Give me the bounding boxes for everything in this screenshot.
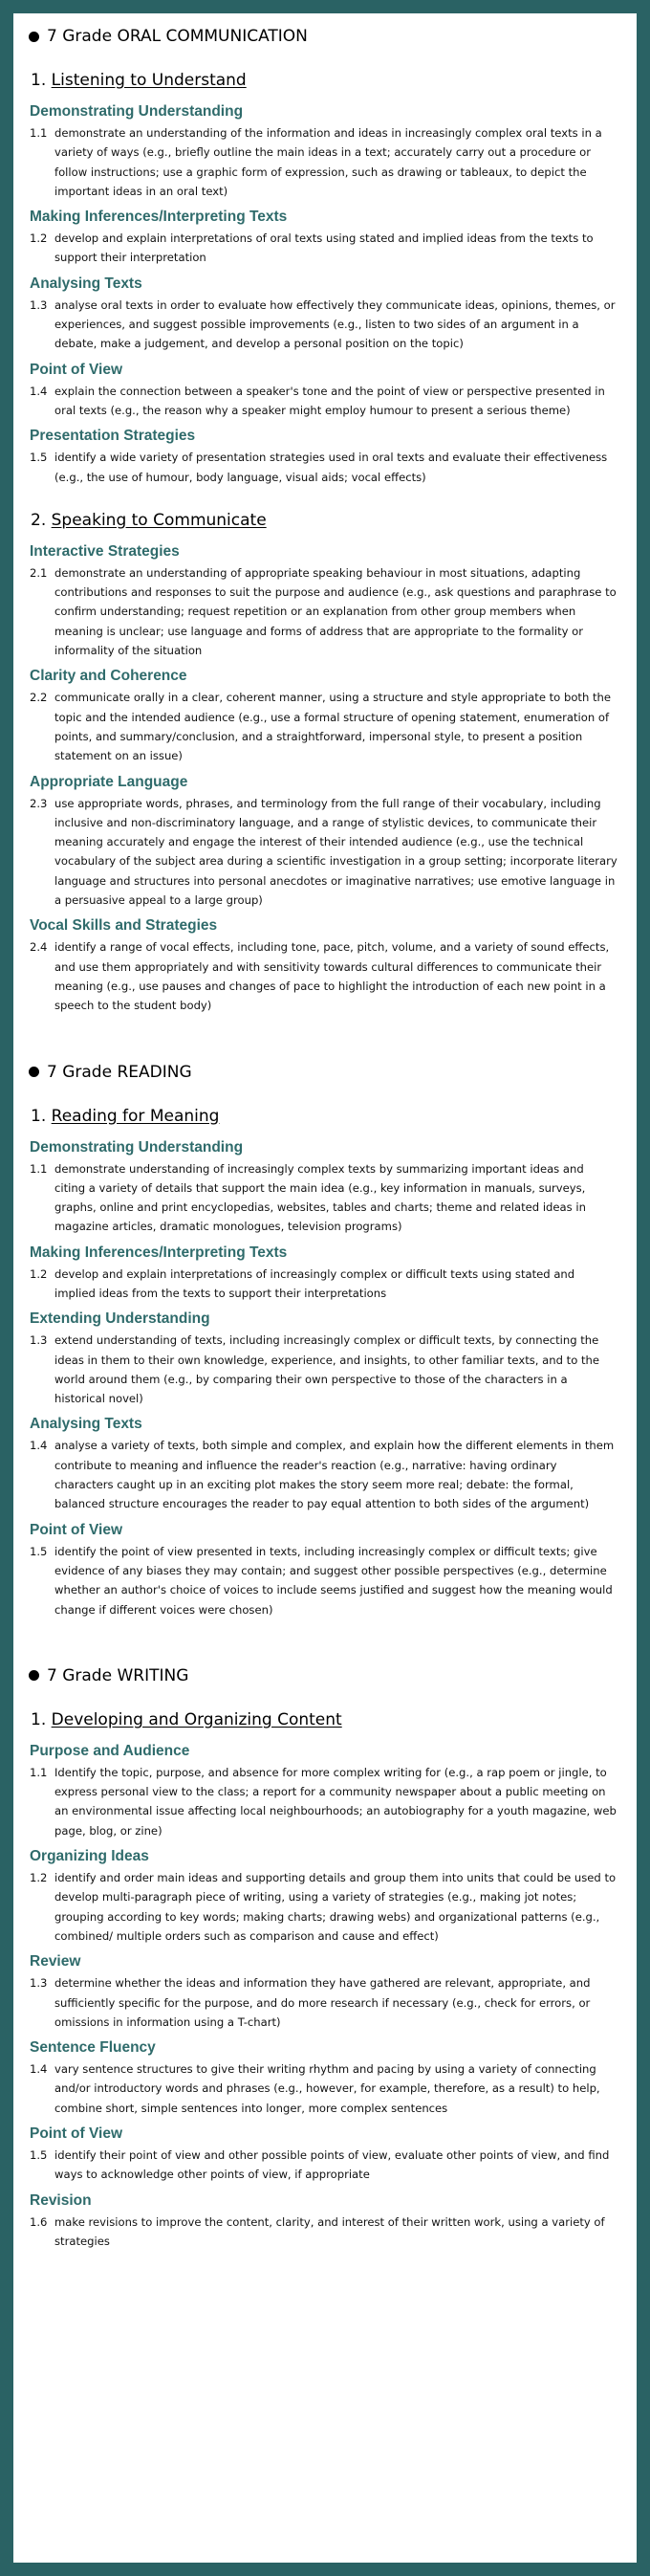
sub-heading: Presentation Strategies bbox=[30, 428, 196, 445]
expectation-item bbox=[29, 123, 619, 201]
expectation-number: 1.1 bbox=[30, 1161, 48, 1176]
strand-number: 2. bbox=[31, 510, 47, 530]
sub-heading: Point of View bbox=[30, 2125, 123, 2142]
expectation-item bbox=[29, 794, 619, 911]
expectation-number: 1.2 bbox=[30, 1266, 48, 1281]
strand-heading bbox=[31, 71, 619, 90]
expectation-item bbox=[29, 1973, 619, 2032]
grade-section bbox=[29, 1063, 619, 1619]
expectation-text: demonstrate an understanding of appropriate speaking behaviour in most situations, adapting contributions and responses to suit the purpose and audience (e.g., ask questions and paraphrase to confirm understanding; request repetition or an explanation from other group members when meaning is unclear; use language and forms of address that are appropriate to the formality or informality of the situation bbox=[54, 565, 617, 658]
expectation-number: 1.4 bbox=[30, 384, 48, 398]
sub-heading: Analysing Texts bbox=[30, 1416, 142, 1433]
grade-section bbox=[29, 1666, 619, 2251]
expectation-text: analyse a variety of texts, both simple and complex, and explain how the different elements in them contribute to meaning and influence the reader's reaction (e.g., narrative: having ordinary characters caught up in an exciting plot makes the story seem more real; debate: the formal, balanced structure encourages the reader to pay equal attention to both sides of the argument) bbox=[54, 1439, 615, 1511]
expectation-number: 1.3 bbox=[30, 1976, 48, 1991]
sub-heading: Demonstrating Understanding bbox=[30, 103, 244, 120]
bullet-icon bbox=[29, 1067, 39, 1077]
grade-heading bbox=[29, 27, 619, 46]
sub-heading: Review bbox=[30, 1953, 81, 1971]
expectation-text: identify the point of view presented in texts, including increasingly complex or difficult texts; give evidence of any biases they may contain; and suggest other possible perspectives (e.g., determine whether an author's choice of voices to include seems justified and suggest how the meaning would change if different voices were chosen) bbox=[54, 1544, 613, 1617]
expectation-item bbox=[29, 688, 619, 765]
expectation-item bbox=[29, 2213, 619, 2252]
expectation-number: 1.6 bbox=[30, 2214, 48, 2229]
expectation-item bbox=[29, 1159, 619, 1237]
strand-number: 1. bbox=[31, 1106, 47, 1126]
sub-heading: Appropriate Language bbox=[30, 773, 188, 790]
grade-heading bbox=[29, 1063, 619, 1082]
sub-heading: Making Inferences/Interpreting Texts bbox=[30, 209, 288, 226]
strand-title: Speaking to Communicate bbox=[51, 510, 267, 530]
expectation-number: 1.1 bbox=[30, 1765, 48, 1779]
expectation-item bbox=[29, 563, 619, 660]
grade-section bbox=[29, 27, 619, 1016]
expectation-text: identify a range of vocal effects, including tone, pace, pitch, volume, and a variety of sound effects, and use them appropriately and with sensitivity towards cultural differences to communicate their meaning (e.g., use pauses and changes of pace to highlight the introduction of each new point in a speech to the student body) bbox=[54, 940, 610, 1013]
expectation-item bbox=[29, 2146, 619, 2185]
expectation-text: explain the connection between a speaker's tone and the point of view or perspective presented in oral texts (e.g., the reason why a speaker might employ humour to present a serious theme) bbox=[54, 384, 605, 417]
expectation-number: 1.2 bbox=[30, 231, 48, 246]
sub-heading: Revision bbox=[30, 2191, 92, 2209]
bullet-icon bbox=[29, 1670, 39, 1681]
grade-spacer bbox=[29, 1023, 619, 1063]
expectation-number: 2.3 bbox=[30, 796, 48, 810]
expectation-text: communicate orally in a clear, coherent manner, using a structure and style appropriate to both the topic and the intended audience (e.g., use a formal structure of opening statement, enumeration of points, and summary/conclusion, and a straightforward, impersonal style, to present a position statement on an issue) bbox=[54, 691, 612, 763]
grade-heading bbox=[29, 1666, 619, 1685]
expectation-number: 2.1 bbox=[30, 565, 48, 580]
expectation-number: 1.3 bbox=[30, 1333, 48, 1348]
expectation-text: vary sentence structures to give their writing rhythm and pacing by using a variety of connecting and/or introductory words and phrases (e.g., however, for example, therefore, as a result) to help, combine short, simple sentences into longer, more complex sentences bbox=[54, 2062, 600, 2115]
expectation-number: 1.5 bbox=[30, 2148, 48, 2162]
expectation-text: develop and explain interpretations of oral texts using stated and implied ideas from the texts to support their interpretation bbox=[54, 231, 594, 265]
expectation-text: make revisions to improve the content, clarity, and interest of their written work, using a variety of strategies bbox=[54, 2214, 605, 2248]
grade-heading-text: 7 Grade ORAL COMMUNICATION bbox=[47, 27, 308, 46]
expectation-item bbox=[29, 296, 619, 354]
expectation-item bbox=[29, 448, 619, 487]
expectation-item bbox=[29, 1542, 619, 1619]
expectation-text: develop and explain interpretations of increasingly complex or difficult texts using stated and implied ideas from the texts to support their interpretations bbox=[54, 1266, 575, 1300]
expectation-text: determine whether the ideas and information they have gathered are relevant, appropriate, and sufficiently specific for the purpose, and do more research if necessary (e.g., check for errors, or omissions in information using a T-chart) bbox=[54, 1976, 591, 2029]
expectation-item bbox=[29, 1331, 619, 1408]
document-page bbox=[13, 13, 637, 2563]
sub-heading: Point of View bbox=[30, 1521, 123, 1538]
sub-heading: Analysing Texts bbox=[30, 275, 142, 292]
expectation-number: 1.4 bbox=[30, 1439, 48, 1453]
expectation-item bbox=[29, 1265, 619, 1304]
sub-heading: Demonstrating Understanding bbox=[30, 1138, 244, 1156]
expectation-text: Identify the topic, purpose, and absence for more complex writing for (e.g., a rap poem or jingle, to express personal view to the class; a report for a community newspaper about a public meeting on an environmental issue affecting local neighbourhoods; an autobiography for a youth magazine, web page, blog, or zine) bbox=[54, 1765, 617, 1838]
expectation-item bbox=[29, 937, 619, 1015]
expectation-text: identify a wide variety of presentation strategies used in oral texts and evaluate their effectiveness (e.g., the use of humour, body language, visual aids; vocal effects) bbox=[54, 451, 608, 484]
strand-number: 1. bbox=[31, 1709, 47, 1729]
expectation-item bbox=[29, 1436, 619, 1513]
sub-heading: Clarity and Coherence bbox=[30, 668, 187, 685]
strand-heading bbox=[31, 511, 619, 530]
expectation-item bbox=[29, 2059, 619, 2118]
expectation-text: identify their point of view and other possible points of view, evaluate other points of view, and find ways to acknowledge other points of view, if appropriate bbox=[54, 2148, 610, 2182]
expectation-text: analyse oral texts in order to evaluate how effectively they communicate ideas, opinions, themes, or experiences, and suggest possible improvements (e.g., listen to two sides of an argument in a debate, make a judgement, and develop a personal position on the topic) bbox=[54, 297, 616, 351]
sub-heading: Sentence Fluency bbox=[30, 2039, 156, 2057]
grade-heading-text: 7 Grade WRITING bbox=[47, 1665, 189, 1685]
grade-spacer bbox=[29, 1626, 619, 1666]
expectation-number: 2.2 bbox=[30, 691, 48, 705]
expectation-number: 1.5 bbox=[30, 1544, 48, 1558]
sub-heading: Purpose and Audience bbox=[30, 1742, 190, 1759]
grade-heading-text: 7 Grade READING bbox=[47, 1062, 192, 1082]
expectation-item bbox=[29, 229, 619, 268]
expectation-number: 1.5 bbox=[30, 451, 48, 465]
strand-title: Developing and Organizing Content bbox=[51, 1709, 342, 1729]
sub-heading: Vocal Skills and Strategies bbox=[30, 917, 218, 935]
sub-heading: Organizing Ideas bbox=[30, 1848, 149, 1865]
strand-heading bbox=[31, 1710, 619, 1729]
sub-heading: Interactive Strategies bbox=[30, 542, 180, 560]
strand-heading bbox=[31, 1107, 619, 1126]
expectation-number: 1.4 bbox=[30, 2062, 48, 2077]
expectation-text: demonstrate an understanding of the information and ideas in increasingly complex oral texts in a variety of ways (e.g., briefly outline the main ideas in a text; accurately carry out a procedure or follow instructions; use a graphic form of expression, such as drawing or tableaux, to depict the important ideas in an oral text) bbox=[54, 126, 602, 198]
sub-heading: Making Inferences/Interpreting Texts bbox=[30, 1244, 288, 1261]
strand-title: Listening to Understand bbox=[51, 71, 247, 90]
strand-number: 1. bbox=[31, 71, 47, 90]
expectation-text: use appropriate words, phrases, and terminology from the full range of their vocabulary, including inclusive and non-discriminatory language, and a range of stylistic devices, to communicate their meaning accurately and engage the interest of their intended audience (e.g., use the technical vocabulary of the subject area during a scientific investigation in a group setting; incorporate literary language and structures into personal anecdotes or imaginative narratives; use emotive language in a persuasive appeal to a large group) bbox=[54, 796, 618, 908]
bullet-icon bbox=[29, 32, 39, 42]
expectation-item bbox=[29, 382, 619, 421]
expectation-text: demonstrate understanding of increasingly complex texts by summarizing important ideas and citing a variety of details that support the main idea (e.g., key information in manuals, surveys, graphs, online and print encyclopedias, websites, tables and charts; theme and related ideas in magazine articles, dramatic monologues, television programs) bbox=[54, 1161, 586, 1234]
sub-heading: Extending Understanding bbox=[30, 1310, 210, 1328]
expectation-number: 1.3 bbox=[30, 297, 48, 312]
sub-heading: Point of View bbox=[30, 361, 123, 378]
strand-title: Reading for Meaning bbox=[51, 1106, 220, 1126]
expectation-item bbox=[29, 1868, 619, 1946]
expectation-text: identify and order main ideas and supporting details and group them into units that could be used to develop multi-paragraph piece of writing, using a variety of strategies (e.g., making jot notes; grouping according to key words; making charts; drawing webs) and organizational patterns (e.g., combined/ multiple orders such as comparison and cause and effect) bbox=[54, 1871, 617, 1943]
expectation-number: 1.1 bbox=[30, 126, 48, 140]
expectation-text: extend understanding of texts, including increasingly complex or difficult texts, by connecting the ideas in them to their own knowledge, experience, and insights, to other familiar texts, and to the world around them (e.g., by comparing their own perspective to those of the characters in a historical novel) bbox=[54, 1333, 600, 1406]
strand-spacer bbox=[29, 494, 619, 511]
expectation-number: 1.2 bbox=[30, 1871, 48, 1885]
expectation-item bbox=[29, 1763, 619, 1840]
expectation-number: 2.4 bbox=[30, 940, 48, 955]
